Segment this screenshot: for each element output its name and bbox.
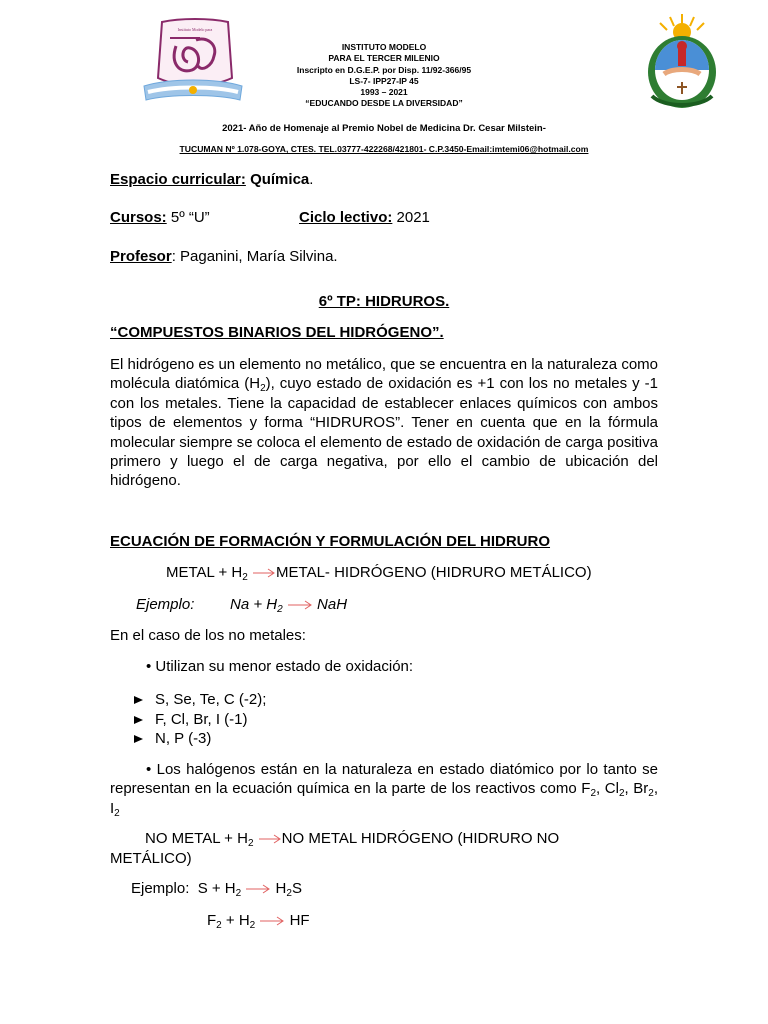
coat-of-arms [640, 10, 724, 114]
intro-text-2: ), cuyo estado de oxidación es +1 con los no metales y -1 con los metales. Tiene la capacidad de establecer enlaces químicos con ambos tipos de elementos y forma “HIDRUROS”. Tener en cuenta que en la fórmula molecular siempre se coloca el elemento de estado de oxidación de carga positiva primero y luego el de carga negativa, por ello el cambio de ubicación del hidrógeno. [110, 375, 659, 490]
header-line-inscripto: Inscripto en D.G.E.P. por Disp. 11/92-366/95 [296, 65, 472, 75]
nonmetal-example-lhs-2-sub: 2 [216, 920, 222, 931]
halogen-sub-4: 2 [114, 807, 120, 819]
nonmetal-example-1 [131, 880, 302, 897]
bullet-oxidation: • Utilizan su menor estado de oxidación: [146, 658, 414, 675]
nonmetal-eq-rhs: NO METAL HIDRÓGENO (HIDRURO NO [281, 830, 560, 847]
halogen-sub-2: 2 [618, 788, 625, 800]
example-label: Ejemplo: [136, 596, 195, 613]
header-line-years: 1993 – 2021 [360, 87, 408, 97]
section-title: ECUACIÓN DE FORMACIÓN Y FORMULACIÓN DEL HIDRURO [110, 533, 551, 550]
ciclo-lectivo [299, 209, 430, 226]
nonmetal-example-2 [207, 912, 310, 929]
reaction-arrow-icon [259, 915, 285, 927]
subtitle: “COMPUESTOS BINARIOS DEL HIDRÓGENO”. [110, 324, 444, 341]
nonmetal-example-lhs-1: S + H [197, 880, 236, 897]
svg-text:Instituto Modelo para: Instituto Modelo para [177, 27, 213, 32]
intro-text-1: El hidrógeno es un elemento no metálico, que se encuentra en la naturaleza como molécula diatómica (H [110, 356, 658, 393]
address-line [0, 144, 768, 155]
nonmetal-example-sub-2: 2 [249, 920, 256, 931]
halogen-cl: , Cl [596, 780, 619, 798]
header-line-tercer-milenio: PARA EL TERCER MILENIO [328, 53, 440, 63]
reaction-arrow-icon [252, 567, 276, 579]
oxidation-list [134, 690, 266, 749]
metal-example-eq [230, 596, 347, 613]
nonmetal-eq-rhs-cont: METÁLICO) [110, 850, 192, 867]
reaction-arrow-icon [245, 883, 271, 895]
intro-sub: 2 [260, 383, 266, 395]
nonmetal-example-lhs-2b: + H [221, 912, 250, 929]
metal-eq-lhs: METAL + H [166, 564, 243, 581]
profesor-value: : Paganini, María Silvina. [171, 248, 338, 265]
metal-example-rhs: NaH [317, 596, 348, 613]
header-line-code: LS-7- IPP27-IP 45 [349, 76, 419, 86]
arrowhead-bullet-icon [134, 696, 143, 704]
cursos-value: 5º “U” [170, 209, 210, 226]
profesor-label: Profesor [110, 248, 172, 265]
halogens-text: • Los halógenos están en la naturaleza en estado diatómico por lo tanto se representan en la ecuación química en la parte de los reactivos como F [110, 761, 658, 798]
nonmetal-example-rhs-2: HF [289, 912, 310, 929]
tp-title: 6º TP: HIDRUROS. [318, 293, 450, 310]
espacio-value: Química [250, 171, 310, 188]
list-item-text: F, Cl, Br, I (-1) [155, 710, 248, 728]
header-line-motto: “EDUCANDO DESDE LA DIVERSIDAD” [305, 98, 463, 108]
nonmetal-example-rhs-1b: S [291, 880, 302, 897]
nonmetal-eq-sub: 2 [247, 838, 254, 849]
halogen-sub-1: 2 [590, 788, 596, 800]
example-label: Ejemplo: [131, 880, 190, 897]
halogen-sub-3: 2 [648, 788, 654, 800]
nonmetal-example-sub-1: 2 [235, 888, 242, 899]
ciclo-label: Ciclo lectivo: [299, 209, 393, 226]
halogen-br: , Br [624, 780, 649, 798]
nonmetal-equation [145, 830, 559, 847]
cursos-label: Cursos: [110, 209, 167, 226]
profesor [110, 248, 338, 265]
list-item-text: N, P (-3) [155, 730, 212, 747]
list-item [134, 729, 266, 749]
reaction-arrow-icon [287, 599, 313, 611]
cursos [110, 209, 210, 226]
arrowhead-bullet-icon [134, 716, 143, 724]
intro-paragraph [110, 355, 658, 491]
halogens-paragraph [110, 760, 658, 818]
ciclo-value: 2021 [396, 209, 430, 226]
nonmetal-example-rhs-1-sub: 2 [286, 888, 292, 899]
list-item [134, 710, 266, 730]
list-item [134, 690, 266, 710]
metal-equation [166, 564, 592, 581]
address-text: TUCUMAN Nº 1.078-GOYA, CTES. TEL.03777-422268/421801- C.P.3450-Email:imtemi06@hotmail.com [179, 144, 589, 154]
espacio-curricular: Espacio curricular: Química. [110, 171, 314, 188]
metal-eq-rhs: METAL- HIDRÓGENO (HIDRURO METÁLICO) [276, 564, 592, 581]
arrowhead-bullet-icon [134, 735, 143, 743]
nonmetal-eq-lhs: NO METAL + H [145, 830, 248, 847]
halogen-i: , I [110, 780, 659, 817]
nonmetal-example-lhs-2a: F [207, 912, 217, 929]
metal-example-sub: 2 [277, 604, 283, 615]
header-line-institute: INSTITUTO MODELO [341, 42, 427, 52]
metal-eq-sub: 2 [242, 572, 248, 583]
nonmetal-example-rhs-1a: H [275, 880, 287, 897]
metal-example [136, 596, 194, 613]
espacio-label: Espacio curricular: [110, 171, 246, 188]
metal-example-lhs: Na + H [230, 596, 278, 613]
list-item-text: S, Se, Te, C (-2); [155, 691, 267, 708]
nonmetal-intro: En el caso de los no metales: [110, 627, 306, 644]
year-line: 2021- Año de Homenaje al Premio Nobel de Medicina Dr. Cesar Milstein- [222, 123, 546, 134]
reaction-arrow-icon [258, 833, 282, 845]
